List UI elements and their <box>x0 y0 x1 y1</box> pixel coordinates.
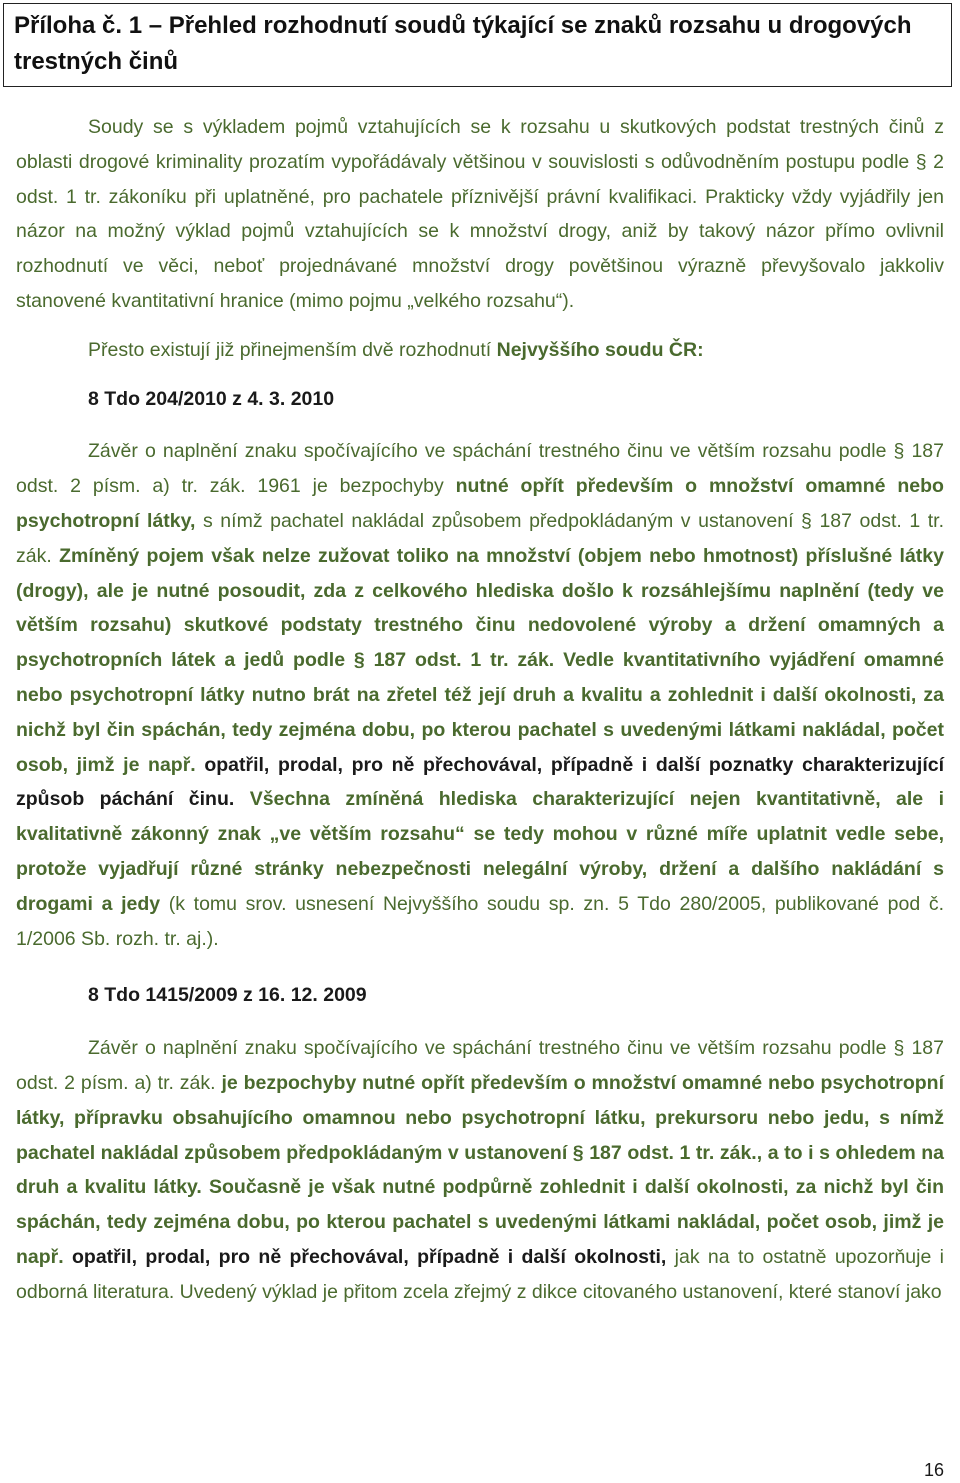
decision1-s8: (k tomu srov. usnesení Nejvyššího soudu sp. zn. 5 Tdo 280/2005, publikované pod č. 1/2006 Sb. rozh. tr. aj.). <box>16 892 945 950</box>
decision1-text <box>16 434 944 956</box>
decision1-s4: s nímž pachatel nakládal způsobem předpokládaným v ustanovení § 187 odst. 1 tr. zák. <box>16 509 944 567</box>
decision2-s6: jak na to ostatně upozorňuje i odborná literatura. Uvedený výklad je přitom zcela zřejmý z dikce citovaného ustanovení, které stanoví jako <box>16 1245 944 1303</box>
decision1-s5: Zmíněný pojem však nelze zužovat toliko na množství (objem nebo hmotnost) příslušné látky (drogy), ale je nutné posoudit, zda z celkového hlediska došlo k rozsáhlejšímu naplnění (tedy ve větším rozsahu) skutkové podstaty trestného činu nedovolené výroby a držení omamných a psychotropních látek a jedů podle § 187 odst. 1 tr. zák. Vedle kvantitativního vyjádření omamné nebo psychotropní látky nutno brát na zřetel též její druh a kvalitu a zohlednit i další okolnosti, za nichž byl čin spáchán, tedy zejména dobu, po kterou pachatel s uvedenými látkami nakládal, počet osob, jimž je např. <box>16 544 944 776</box>
decision1-s7: Všechna zmíněná hlediska charakterizující nejen kvantitativně, ale i kvalitativně zákonný znak „ve větším rozsahu“ se tedy mohou v různé míře uplatnit vedle sebe, protože vyjadřují různé stránky nebezpečnosti nelegální výroby, držení a dalšího nakládání s drogami a jedy <box>16 788 944 915</box>
decision2-s1: Závěr o naplnění znaku spočívajícího ve spáchání trestného činu ve větším rozsahu podle § 187 odst. 2 písm. a) tr. zák. <box>16 1037 944 1094</box>
decision2-s3: , a to i s ohledem na druh a kvalitu látky. <box>16 1141 945 1199</box>
intro-lead-text: Přesto existují již přinejmenším dvě rozhodnutí <box>88 338 497 361</box>
page-title: Příloha č. 1 – Přehled rozhodnutí soudů týkající se znaků rozsahu u drogových trestných činů <box>3 3 952 87</box>
decision1-s1: Závěr o naplnění znaku spočívajícího ve spáchání trestného činu ve větším rozsahu podle § 187 odst. 2 písm. a) tr. zák. <box>16 440 944 498</box>
intro-paragraph <box>16 110 944 319</box>
decision2-text <box>16 1031 944 1309</box>
decision2-s4: Současně je však nutné podpůrně zohlednit i další okolnosti, za nichž byl čin spáchán, tedy zejména dobu, po kterou pachatel s uvedenými látkami nakládal, počet osob, jimž je např. <box>16 1176 944 1268</box>
page-number: 16 <box>923 1460 944 1480</box>
decision2-s2: je bezpochyby nutné opřít především o množství omamné nebo psychotropní látky, přípravku obsahujícího omamnou nebo psychotropní látku, prekursoru nebo jedu, s nímž pachatel nakládal způsobem předpokládaným v ustanovení § 187 odst. 1 tr. zák. <box>16 1071 944 1164</box>
decision2-heading: 8 Tdo 1415/2009 z 16. 12. 2009 <box>88 984 367 1007</box>
intro-lead-paragraph <box>16 333 944 368</box>
decision2-s5: opatřil, prodal, pro ně přechovával, případně i další okolnosti, <box>72 1245 667 1268</box>
decision1-s2: 1961 je bezpochyby <box>245 475 456 498</box>
decision1-heading: 8 Tdo 204/2010 z 4. 3. 2010 <box>88 387 335 410</box>
document-body <box>16 110 944 1310</box>
intro-text-green: Soudy se s výkladem pojmů vztahujících se k rozsahu u skutkových podstat trestných činů z oblasti drogové kriminality prozatím vypořádávaly většinou v souvislosti s odůvodněním postupu podle § 2 odst. 1 tr. zákoníku při uplatněné, pro pachatele příznivější právní kvalifikaci. <box>16 116 944 208</box>
decision1-s3: nutné opřít především o množství omamné nebo psychotropní látky, <box>16 475 944 532</box>
decision1-s6: opatřil, prodal, pro ně přechovával, případně i další poznatky charakterizující způsob páchání činu. <box>16 753 945 811</box>
supreme-court-label: Nejvyššího soudu ČR: <box>496 338 704 361</box>
intro-text-continuation: Prakticky vždy vyjádřily jen názor na možný výklad pojmů vztahujících se k množství drogy, aniž by takový názor přímo ovlivnil rozhodnutí ve věci, neboť projednávané množství drogy povětšinou výrazně převyšovalo jakkoliv stanovené kvantitativní hranice (mimo pojmu „velkého rozsahu“). <box>16 185 944 312</box>
